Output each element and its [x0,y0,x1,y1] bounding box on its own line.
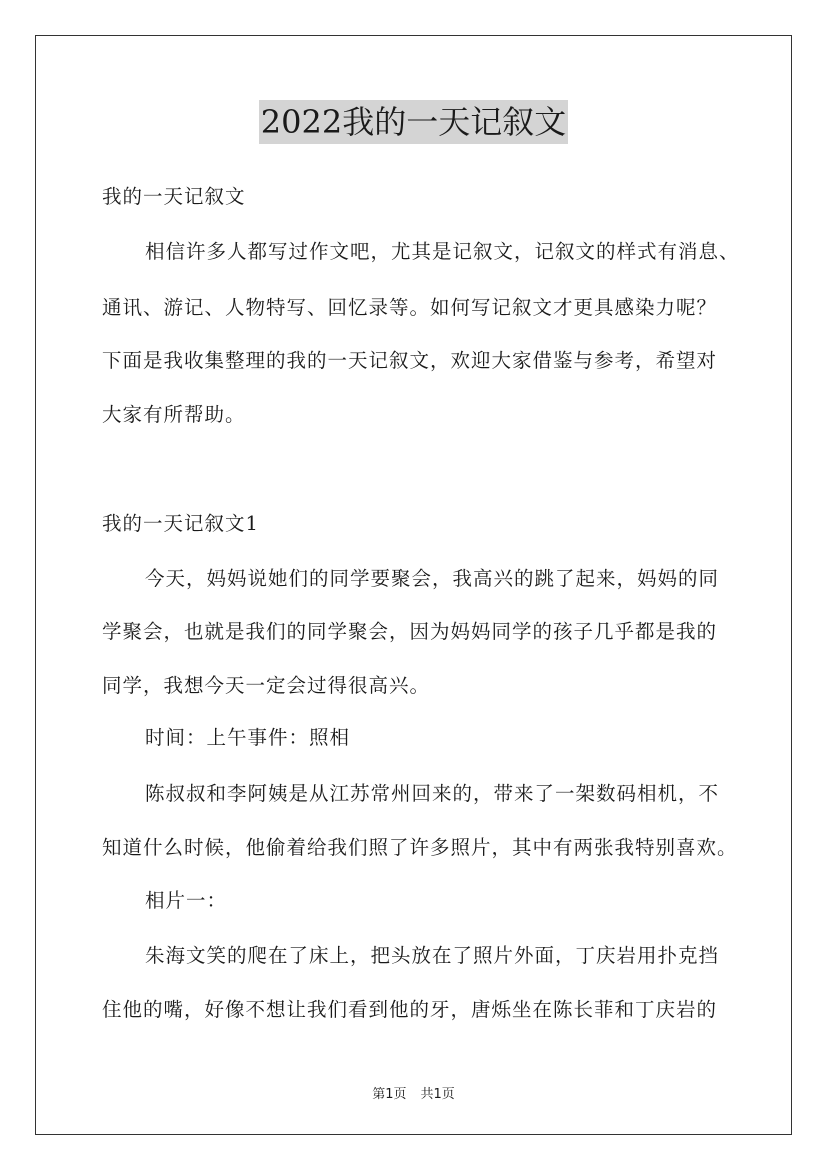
page-total: 共1页 [420,1087,455,1102]
paragraph-line: 下面是我收集整理的我的一天记叙文，欢迎大家借鉴与参考，希望对 [102,349,718,372]
paragraph-line: 知道什么时候，他偷着给我们照了许多照片，其中有两张我特别喜欢。 [102,836,738,859]
paragraph-line: 同学，我想今天一定会过得很高兴。 [102,674,431,697]
document-title-wrap [0,100,827,144]
paragraph-line: 相片一： [145,889,228,912]
section-heading: 我的一天记叙文1 [102,512,259,535]
paragraph-line: 时间：上午事件：照相 [145,726,351,749]
paragraph-line: 相信许多人都写过作文吧，尤其是记叙文，记叙文的样式有消息、 [145,240,740,263]
page-number: 第1页 [372,1087,407,1102]
document-subtitle: 我的一天记叙文 [102,185,246,208]
paragraph-line: 大家有所帮助。 [102,403,246,426]
paragraph-line: 今天，妈妈说她们的同学要聚会，我高兴的跳了起来，妈妈的同 [145,567,720,590]
document-title: 2022我的一天记叙文 [259,100,568,144]
paragraph-line: 朱海文笑的爬在了床上，把头放在了照片外面，丁庆岩用扑克挡 [145,944,720,967]
paragraph-line: 陈叔叔和李阿姨是从江苏常州回来的，带来了一架数码相机，不 [145,782,720,805]
page-footer [0,1083,827,1102]
paragraph-line: 学聚会，也就是我们的同学聚会，因为妈妈同学的孩子几乎都是我的 [102,620,718,643]
paragraph-line: 住他的嘴，好像不想让我们看到他的牙，唐烁坐在陈长菲和丁庆岩的 [102,998,718,1021]
paragraph-line: 通讯、游记、人物特写、回忆录等。如何写记叙文才更具感染力呢？ [102,296,718,319]
